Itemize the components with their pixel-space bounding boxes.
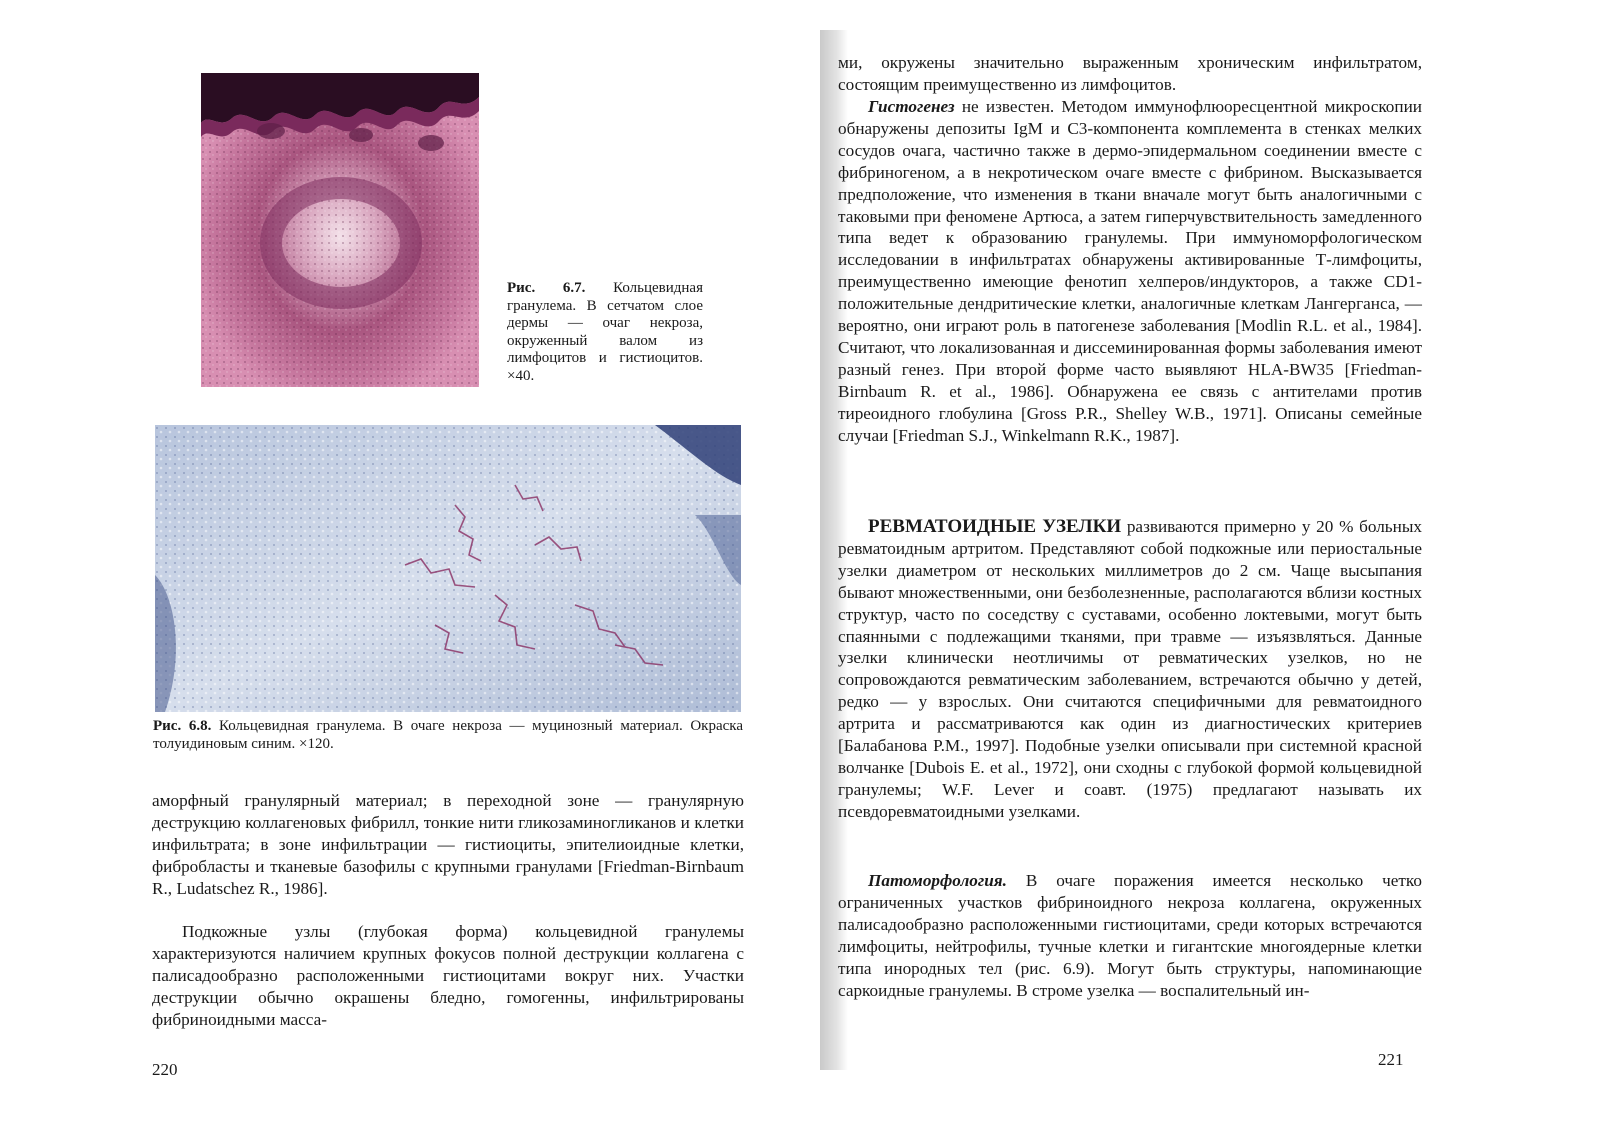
figure-6-8-caption-text: Кольцевидная гранулема. В очаге некроза — муцинозный материал. Окраска толуидиновым синим. ×120. bbox=[153, 718, 744, 752]
histology-blue-image bbox=[155, 425, 741, 712]
rheumatoid-heading: РЕВМАТОИДНЫЕ УЗЕЛКИ bbox=[868, 516, 1122, 537]
right-page bbox=[800, 0, 1600, 1132]
figure-6-8-caption bbox=[153, 718, 743, 753]
page-number-left: 220 bbox=[152, 1060, 178, 1079]
pathomorphology-text: В очаге поражения имеется несколько четко ограниченных участков фибриноидного некроза коллагена, окруженных палисадообразно расположенными гистиоцитами, среди которых встречаются лимфоциты, нейтрофилы, тучные клетки и гигантские многоядерные клетки типа инородных тел (рис. 6.9). Могут быть структуры, напоминающие саркоидные гранулемы. В строме узелка — воспалительный ин- bbox=[838, 871, 1422, 1000]
page-number-right: 221 bbox=[1378, 1050, 1404, 1069]
left-paragraph-1: аморфный гранулярный материал; в переходной зоне — гранулярную деструкцию коллагеновых фибрилл, тонкие нити гликозаминогликанов и клетки инфильтрата; в зоне инфильтрации — гистиоциты, эпителиоидные клетки, фибробласты и тканевые базофилы с крупными гранулами [Friedman-Birnbaum R., Ludatschez R., 1986]. bbox=[152, 791, 744, 898]
pathomorphology-paragraph bbox=[838, 870, 1422, 1001]
right-paragraph-1: ми, окружены значительно выраженным хроническим инфильтратом, состоящим преимущественно из лимфоцитов. bbox=[838, 53, 1422, 94]
figure-6-7-caption bbox=[507, 280, 703, 386]
rheumatoid-paragraph bbox=[838, 516, 1422, 823]
figure-6-7-caption-text: Кольцевидная гранулема. В сетчатом слое дермы — очаг некроза, окруженный валом из лимфоцитов и гистиоцитов. ×40. bbox=[507, 280, 703, 384]
figure-6-7-caption-label: Рис. 6.7. bbox=[507, 280, 586, 296]
histogenesis-paragraph bbox=[838, 96, 1422, 447]
rheumatoid-text: развиваются примерно у 20 % больных ревматоидным артритом. Представляют собой подкожные или периостальные узелки диаметром от нескольких миллиметров до 2 см. Чаще высыпания бывают множественными, они безболезненные, располагаются вблизи костных структур, часто по соседству с суставами, особенно локтевыми, могут быть спаянными с подлежащими тканями, при травме — изъязвляться. Данные узелки клинически неотличимы от ревматических узелков, но не сопровождаются ревматическим заболеванием, встречаются обычно у детей, редко — у взрослых. Они считаются специфичными для ревматоидного артрита и рассматриваются как один из диагностических критериев [Балабанова Р.М., 1997]. Подобные узелки описывали при системной красной волчанке [Dubois E. et al., 1972], они сходны с глубокой формой кольцевидной гранулемы; W.F. Lever и соавт. (1975) предлагают называть их псевдоревматоидными узелками. bbox=[838, 517, 1422, 821]
figure-6-7-micrograph bbox=[201, 73, 479, 387]
histology-pink-image bbox=[201, 73, 479, 387]
figure-6-8-caption-label: Рис. 6.8. bbox=[153, 718, 212, 734]
pathomorphology-lead: Патоморфология. bbox=[868, 871, 1007, 890]
left-paragraph-2: Подкожные узлы (глубокая форма) кольцевидной гранулемы характеризуются наличием крупных фокусов полной деструкции коллагена с палисадообразно расположенными гистиоцитами вокруг них. Участки деструкции обычно окрашены бледно, гомогенны, инфильтрированы фибриноидными масса- bbox=[152, 922, 744, 1029]
figure-6-8-micrograph bbox=[155, 425, 741, 712]
histogenesis-text: не известен. Методом иммунофлюоресцентной микроскопии обнаружены депозиты IgM и C3-компонента комплемента в стенках мелких сосудов очага, частично также в дермо-эпидермальном соединении вместе с фибриногеном, а в некротическом очаге вместе с фибрином. Высказывается предположение, что изменения в ткани вначале могут быть аналогичными с таковыми при феномене Артюса, а затем гиперчувствительность замедленного типа ведет к образованию гранулемы. При иммуноморфологическом исследовании в инфильтратах обнаружены активированные Т-лимфоциты, преимущественно имеющие фенотип хелперов/индукторов, а также CD1-положительные дендритические клетки, аналогичные клеткам Лангерганса, — вероятно, они играют роль в патогенезе заболевания [Modlin R.L. et al., 1984]. Считают, что локализованная и диссеминированная формы заболевания имеют разный генез. При второй форме часто выявляют HLA-BW35 [Friedman-Birnbaum R. et al., 1986]. Обнаружена ее связь с антителами против тиреоидного глобулина [Gross P.R., Shelley W.B., 1971]. Описаны семейные случаи [Friedman S.J., Winkelmann R.K., 1987]. bbox=[838, 97, 1422, 445]
histogenesis-lead: Гистогенез bbox=[868, 97, 955, 116]
